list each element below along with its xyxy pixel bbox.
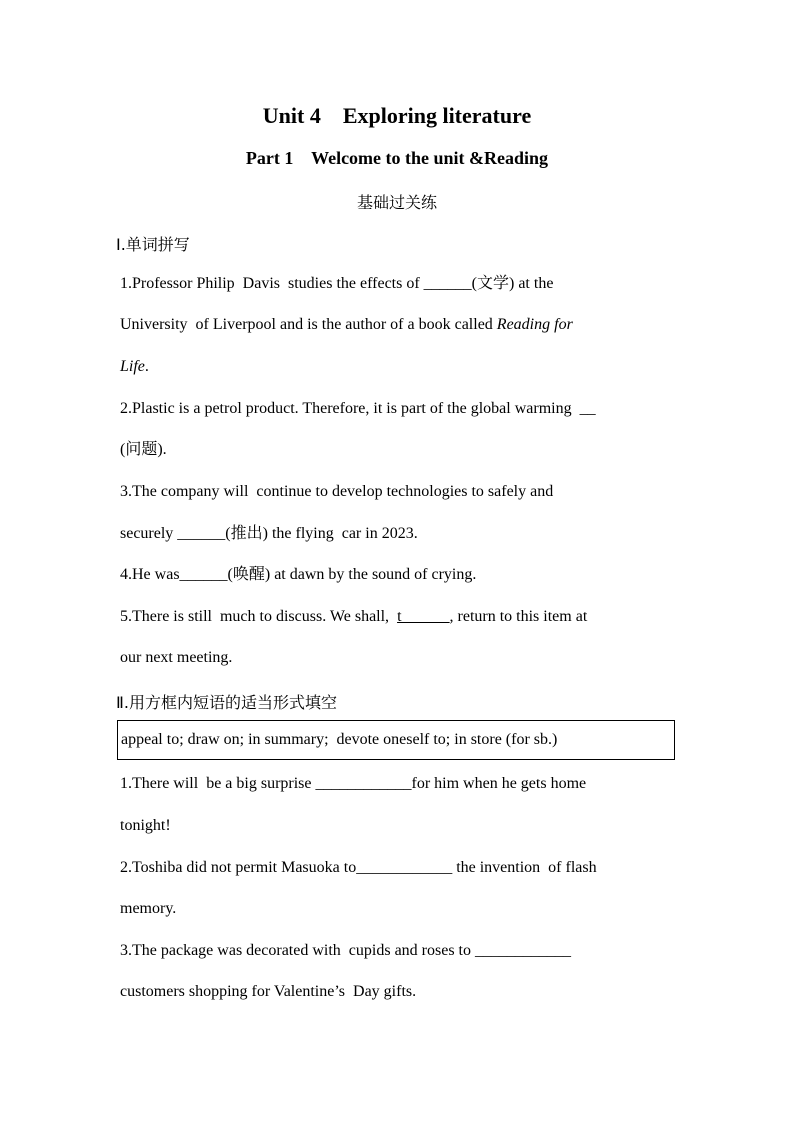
s2-q3-line2: customers shopping for Valentine’s Day gifts. <box>120 983 417 1000</box>
s2-q2-line1: 2.Toshiba did not permit Masuoka to____________ the invention of flash <box>120 859 597 876</box>
phrase-box <box>117 720 675 760</box>
s1-q1-line3 <box>120 357 149 377</box>
section-2-heading: Ⅱ.用方框内短语的适当形式填空 <box>116 693 337 712</box>
section-1-heading: Ⅰ.单词拼写 <box>116 235 190 254</box>
s1-q2-line2: (问题). <box>120 441 167 458</box>
unit-title: Unit 4 Exploring literature <box>262 103 532 128</box>
s1-q5-line1 <box>120 607 587 627</box>
s1-q1-end: . <box>144 358 149 375</box>
s1-q5-line2: our next meeting. <box>120 649 233 666</box>
phrase-box-text: appeal to; draw on; in summary; devote oneself to; in store (for sb.) <box>121 731 558 748</box>
s1-q1-line2 <box>120 315 573 335</box>
s1-q4-line1: 4.He was______(唤醒) at dawn by the sound of crying. <box>120 566 477 583</box>
s1-q5-pre: 5.There is still much to discuss. We shall, <box>120 608 398 625</box>
s1-q1-book-title-a: Reading for <box>496 316 573 333</box>
s2-q2-line2: memory. <box>120 900 177 917</box>
s1-q2-line1: 2.Plastic is a petrol product. Therefore, it is part of the global warming __ <box>120 400 596 417</box>
s2-q3-line1: 3.The package was decorated with cupids and roses to ____________ <box>120 942 571 959</box>
part-title: Part 1 Welcome to the unit &Reading <box>245 148 549 168</box>
section-subtitle: 基础过关练 <box>356 193 437 212</box>
s1-q1-line1: 1.Professor Philip Davis studies the effects of ______(文学) at the <box>120 275 554 292</box>
s1-q3-line1: 3.The company will continue to develop technologies to safely and <box>120 483 554 500</box>
s2-q1-line2: tonight! <box>120 817 171 834</box>
s1-q1-line2-text: University of Liverpool and is the author of a book called <box>120 316 497 333</box>
s1-q1-book-title-b: Life <box>120 358 145 375</box>
s1-q5-hint: t______ <box>397 608 450 625</box>
s1-q5-post: , return to this item at <box>449 608 588 625</box>
s1-q3-line2: securely ______(推出) the flying car in 2023. <box>120 525 418 542</box>
s2-q1-line1: 1.There will be a big surprise ____________for him when he gets home <box>120 775 587 792</box>
